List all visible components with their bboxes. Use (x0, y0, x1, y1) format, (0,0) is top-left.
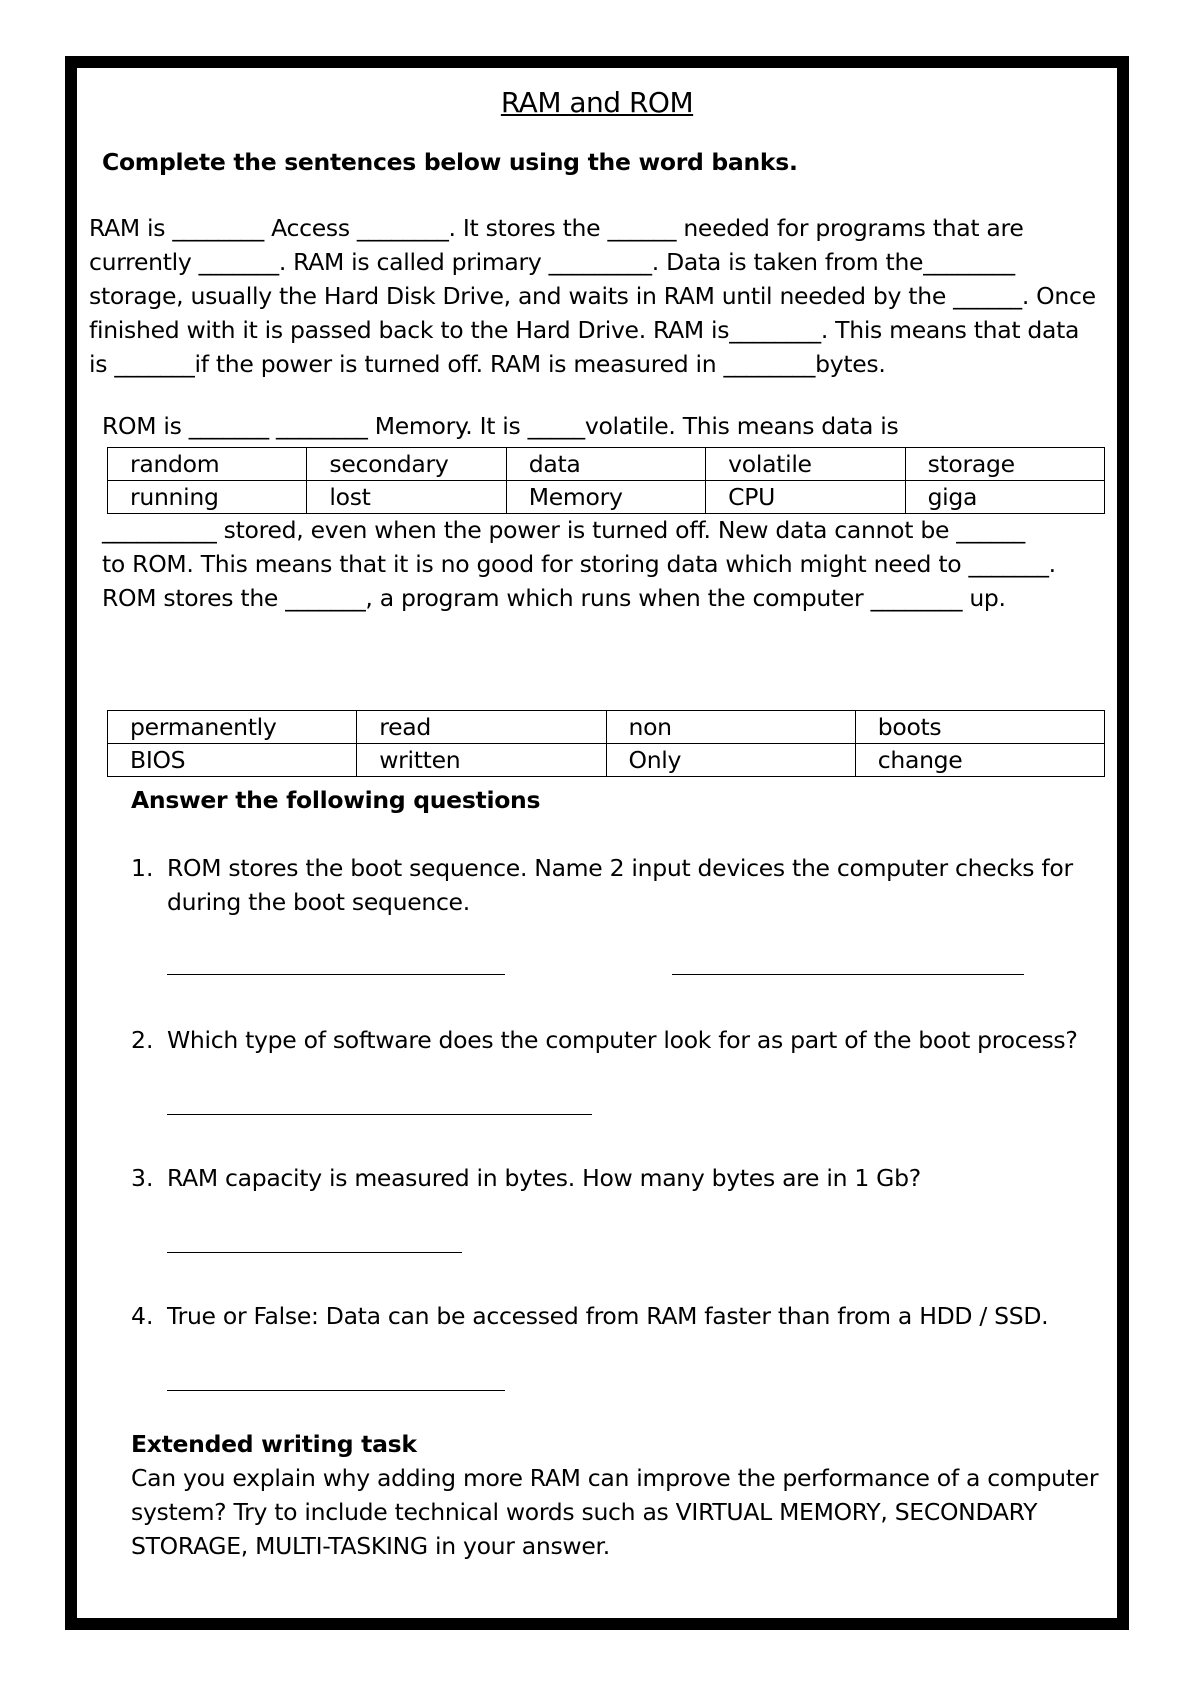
question-number: 1. (131, 854, 154, 882)
word-bank-row (108, 711, 1105, 744)
ram-text-line: finished with it is passed back to the Hard Drive. RAM is________. This means that data (89, 316, 1080, 344)
word-bank-cell: read (357, 711, 606, 744)
word-bank-cell: storage (905, 448, 1104, 481)
word-bank-cell: running (108, 481, 307, 514)
word-bank-cell: lost (307, 481, 506, 514)
word-bank-cell: BIOS (108, 744, 357, 777)
word-bank-cell: non (606, 711, 855, 744)
word-bank-1 (107, 447, 1105, 514)
ram-text-line: RAM is ________ Access ________. It stores the ______ needed for programs that are (89, 214, 1024, 242)
rom-text-line: __________ stored, even when the power is turned off. New data cannot be ______ (102, 516, 1025, 544)
word-bank-cell: written (357, 744, 606, 777)
answer-line[interactable] (167, 1252, 462, 1253)
page-title: RAM and ROM (500, 86, 694, 119)
word-bank-cell: random (108, 448, 307, 481)
word-bank-cell: data (506, 448, 705, 481)
word-bank-cell: Only (606, 744, 855, 777)
word-bank-cell: change (855, 744, 1104, 777)
question-number: 2. (131, 1026, 154, 1054)
extended-text: STORAGE, MULTI-TASKING in your answer. (131, 1532, 610, 1560)
instruction: Complete the sentences below using the word banks. (102, 148, 798, 176)
word-bank-cell: Memory (506, 481, 705, 514)
word-bank-row (108, 448, 1105, 481)
rom-text-line: ROM stores the _______, a program which runs when the computer ________ up. (102, 584, 1006, 612)
word-bank-cell: giga (905, 481, 1104, 514)
worksheet-border (65, 56, 1129, 1630)
word-bank-cell: volatile (706, 448, 905, 481)
rom-intro: ROM is _______ ________ Memory. It is _____volatile. This means data is (102, 412, 899, 440)
word-bank-cell: permanently (108, 711, 357, 744)
ram-text-line: storage, usually the Hard Disk Drive, and waits in RAM until needed by the ______. Once (89, 282, 1096, 310)
question-text: RAM capacity is measured in bytes. How many bytes are in 1 Gb? (167, 1164, 921, 1192)
extended-heading: Extended writing task (131, 1430, 417, 1458)
word-bank-cell: secondary (307, 448, 506, 481)
word-bank-cell: CPU (706, 481, 905, 514)
answer-line[interactable] (167, 1114, 592, 1115)
question-text: during the boot sequence. (167, 888, 470, 916)
rom-text-line: to ROM. This means that it is no good for storing data which might need to _______. (102, 550, 1056, 578)
answer-line[interactable] (672, 974, 1024, 975)
ram-text-line: is _______if the power is turned off. RAM is measured in ________bytes. (89, 350, 886, 378)
ram-text-line: currently _______. RAM is called primary _________. Data is taken from the________ (89, 248, 1015, 276)
question-text: Which type of software does the computer look for as part of the boot process? (167, 1026, 1078, 1054)
extended-text: Can you explain why adding more RAM can improve the performance of a computer (131, 1464, 1099, 1492)
questions-heading: Answer the following questions (131, 786, 541, 814)
question-number: 3. (131, 1164, 154, 1192)
answer-line[interactable] (167, 1390, 505, 1391)
answer-line[interactable] (167, 974, 505, 975)
word-bank-row (108, 744, 1105, 777)
word-bank-cell: boots (855, 711, 1104, 744)
question-text: True or False: Data can be accessed from RAM faster than from a HDD / SSD. (167, 1302, 1049, 1330)
word-bank-row (108, 481, 1105, 514)
extended-text: system? Try to include technical words such as VIRTUAL MEMORY, SECONDARY (131, 1498, 1038, 1526)
word-bank-2 (107, 710, 1105, 777)
question-text: ROM stores the boot sequence. Name 2 input devices the computer checks for (167, 854, 1073, 882)
question-number: 4. (131, 1302, 154, 1330)
